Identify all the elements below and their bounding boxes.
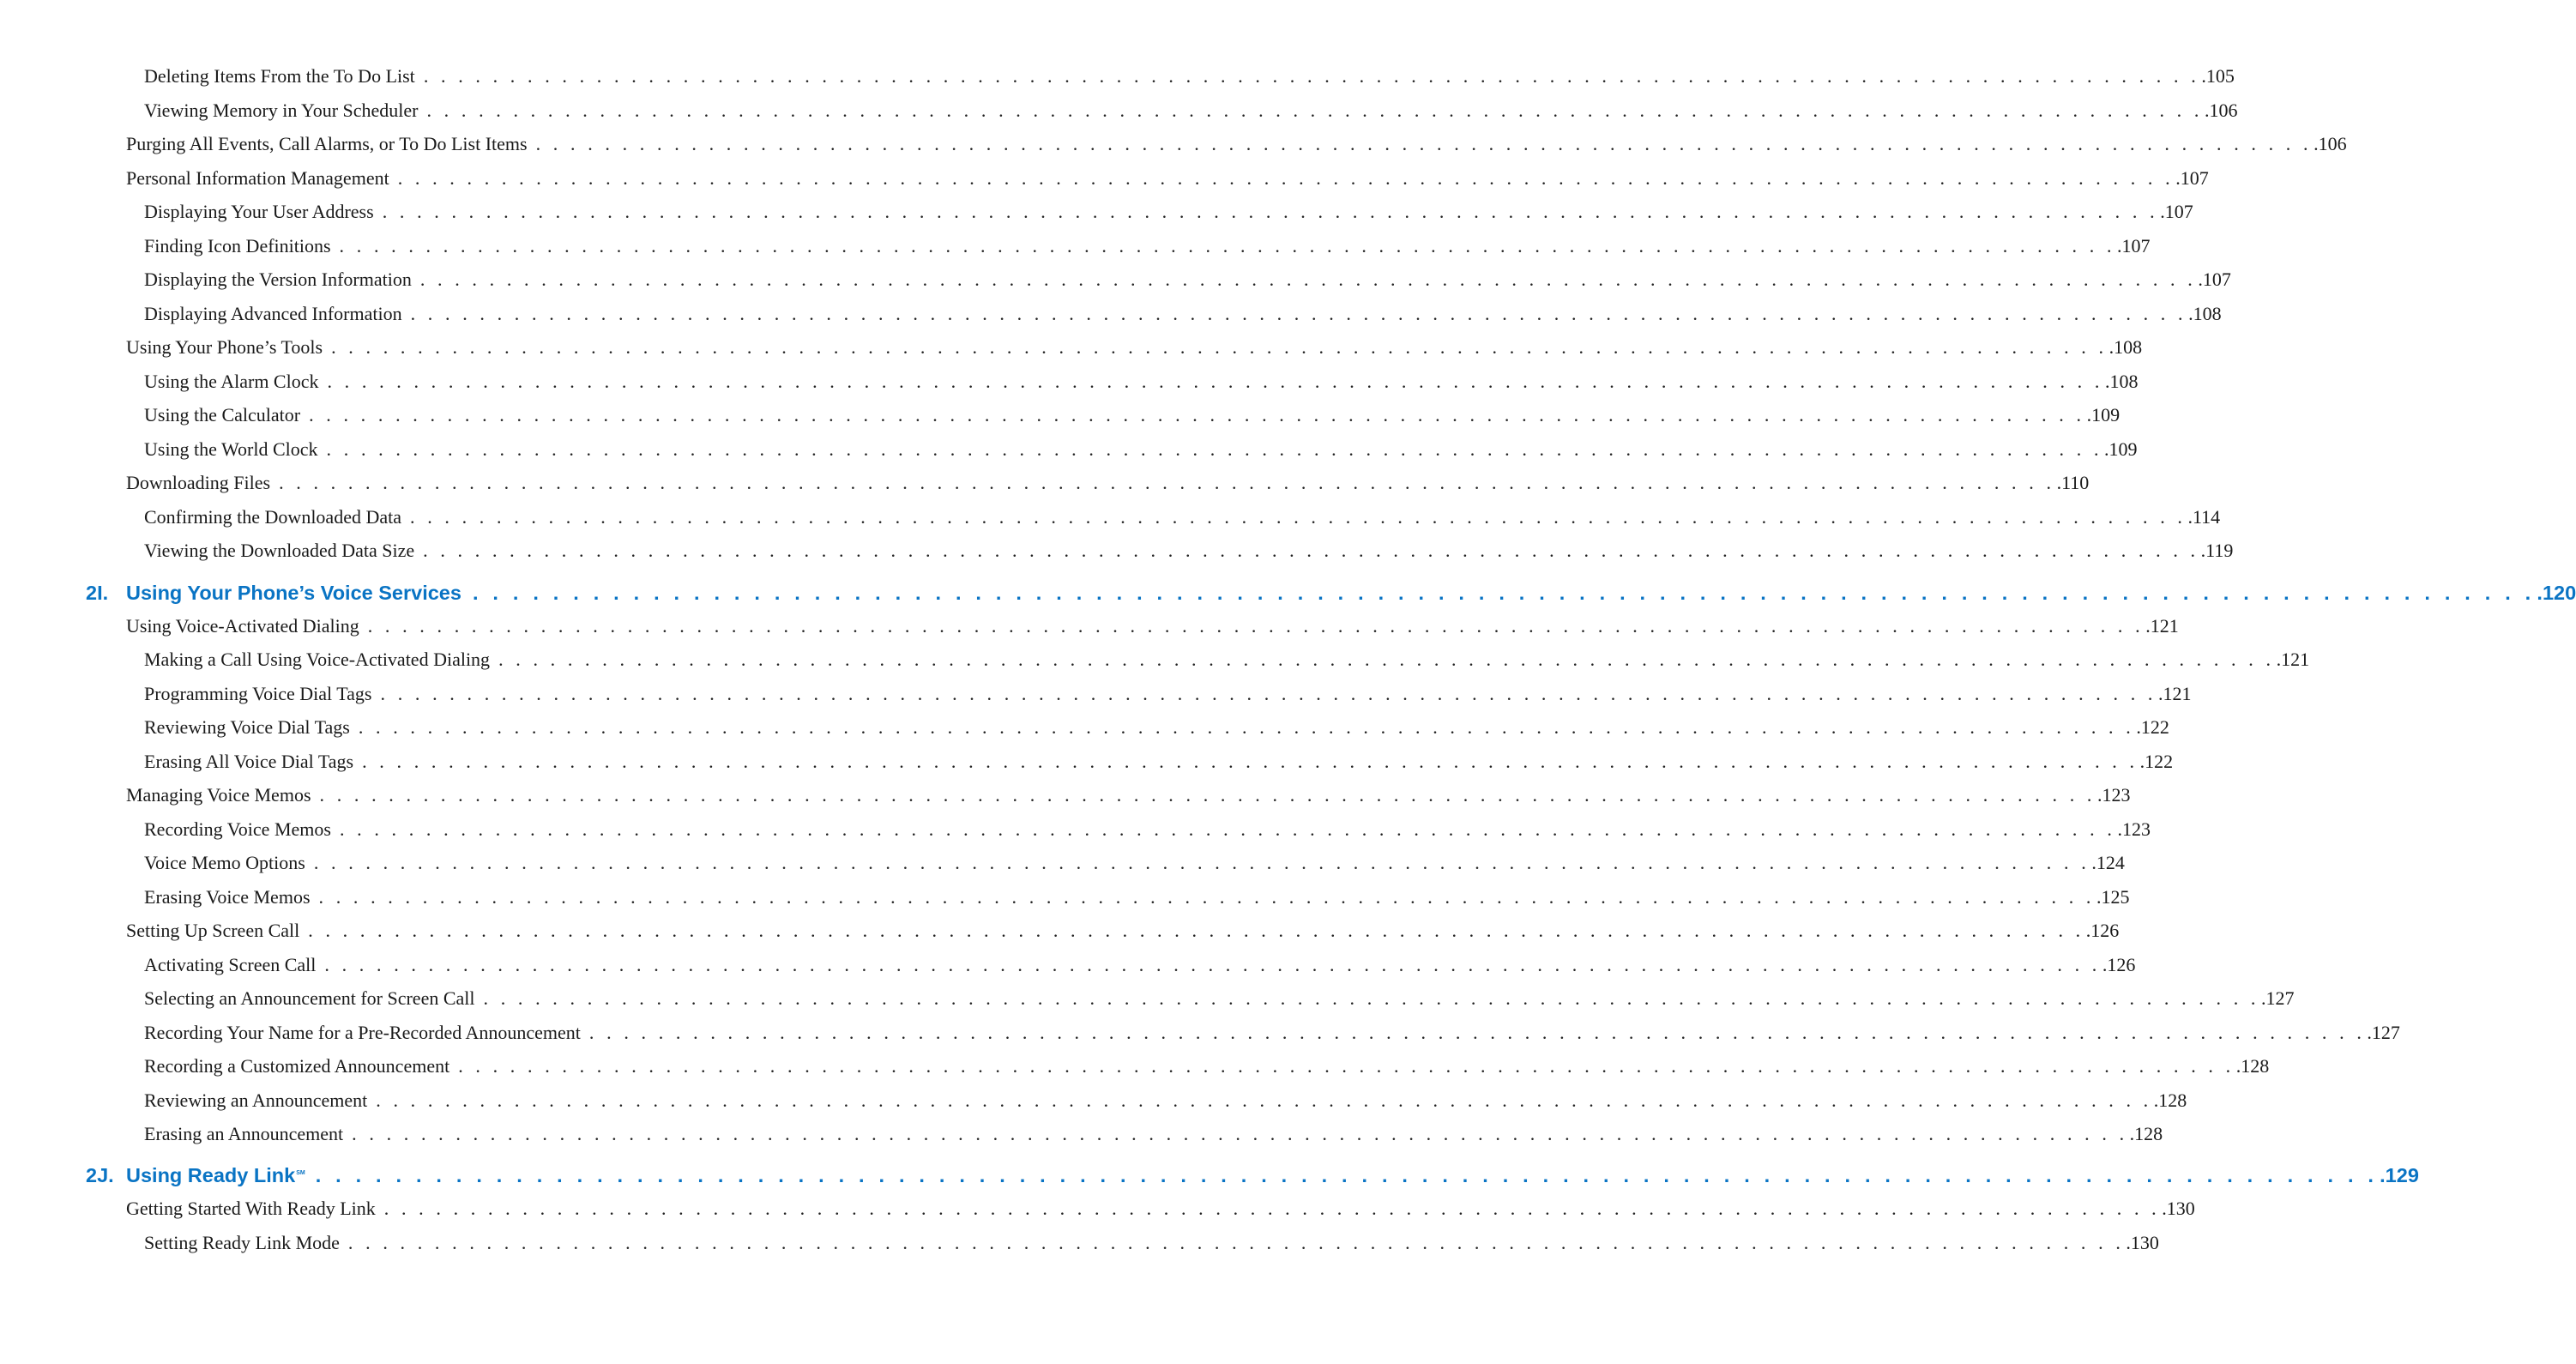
- toc-entry-title: Recording Your Name for a Pre-Recorded Announcement: [144, 1022, 581, 1043]
- toc-entry: [126, 167, 2209, 190]
- toc-entry: [144, 1055, 2270, 1077]
- toc-entry: [144, 852, 2125, 874]
- toc-entry: [144, 716, 2169, 739]
- dot-leader: . . . . . . . . . . . . . . . . . . . . . . . . . . . . . . . . . . . . . . . . . . . . . . . . . . . . . . . . . . . . . . . . . . . . . . . . . . . . . . . . . . . . . . . . . . . . . . . . . . . . . . .: [279, 472, 2055, 493]
- toc-page-number: .105: [2201, 65, 2235, 87]
- toc-entry-title: Viewing the Downloaded Data Size: [144, 540, 415, 561]
- toc-entry: [126, 1198, 2195, 1220]
- toc-page-number: .107: [2198, 269, 2231, 290]
- dot-leader: . . . . . . . . . . . . . . . . . . . . . . . . . . . . . . . . . . . . . . . . . . . . . . . . . . . . . . . . . . . . . . . . . . . . . . . . . . . . . . . . . . . . . . . . . . . . . . . . . . . . . . .: [339, 235, 2116, 257]
- toc-entry-title: Viewing Memory in Your Scheduler: [144, 100, 419, 121]
- chapter-title: Using Your Phone’s Voice Services: [126, 581, 462, 604]
- toc-entry: [126, 920, 2120, 942]
- dot-leader: . . . . . . . . . . . . . . . . . . . . . . . . . . . . . . . . . . . . . . . . . . . . . . . . . . . . . . . . . . . . . . . . . . . . . . . . . . . . . . . . . . . . . . . . . . . . . . . . . . . . . . .: [380, 683, 2157, 704]
- toc-entry-title: Displaying Advanced Information: [144, 303, 402, 324]
- toc-entry: [144, 683, 2192, 705]
- toc-entry-title: Erasing All Voice Dial Tags: [144, 751, 354, 772]
- toc-entry: [144, 987, 2295, 1010]
- toc-page-number: .121: [2276, 649, 2310, 670]
- toc-page-number: .114: [2187, 506, 2221, 528]
- dot-leader: . . . . . . . . . . . . . . . . . . . . . . . . . . . . . . . . . . . . . . . . . . . . . . . . . . . . . . . . . . . . . . . . . . . . . . . . . . . . . . . . . . . . . . . . . . . . . . . . . . . . . . .: [410, 506, 2187, 528]
- toc-page-number: .119: [2200, 540, 2234, 561]
- dot-leader: . . . . . . . . . . . . . . . . . . . . . . . . . . . . . . . . . . . . . . . . . . . . . . . . . . . . . . . . . . . . . . . . . . . . . . . . . . . . . . . . . . . . . . . . . . . . . . . . . . . . . . .: [347, 1232, 2125, 1253]
- toc-page-number: .123: [2097, 784, 2131, 806]
- dot-leader: . . . . . . . . . . . . . . . . . . . . . . . . . . . . . . . . . . . . . . . . . . . . . . . . . . . . . . . . . . . . . . . . . . . . . . . . . . . . . . . . . . . . . . . . . . . . . . . . . . . . . . .: [319, 784, 2096, 806]
- dot-leader: . . . . . . . . . . . . . . . . . . . . . . . . . . . . . . . . . . . . . . . . . . . . . . . . . . . . . . . . . . . . . . . . . . . . . . . . . . . . . . . . . . . . . . . . . . . . . . . . . . . . . . .: [423, 540, 2199, 561]
- dot-leader: . . . . . . . . . . . . . . . . . . . . . . . . . . . . . . . . . . . . . . . . . . . . . . . . . . . . . . . . . . . . . . . . . . . . . . . . . . . . . . . . . . . . . . . . . . . . . . . . . . . . . . .: [588, 1022, 2366, 1043]
- dot-leader: . . . . . . . . . . . . . . . . . . . . . . . . . . . . . . . . . . . . . . . . . . . . . . . . . . . . . . . . . . . . . . . . . . . . . . . . . . . . . . . . . . . . . . . . . . . . . . . . . . . . . . .: [362, 751, 2139, 772]
- toc-page-number: .108: [2108, 336, 2143, 358]
- toc-page-number: .130: [2126, 1232, 2159, 1253]
- dot-leader: . . . . . . . . . . . . . . . . . . . . . . . . . . . . . . . . . . . . . . . . . . . . . . . . . . . . . . . . . . . . . . . . . . . . . . . . . . . . . . . . . . . . . . . . . . . . . . . . . . . . . . .: [313, 852, 2090, 873]
- dot-leader: . . . . . . . . . . . . . . . . . . . . . . . . . . . . . . . . . . . . . . . . . . . . . . . . . . . . . . . . . . . . . . . . . . . . . . . . . . . . . . . . . . . . . . . . . . . . . . . . . . . . . . .: [383, 1198, 2161, 1219]
- chapter-page-number: .129: [2380, 1163, 2419, 1186]
- dot-leader: . . . . . . . . . . . . . . . . . . . . . . . . . . . . . . . . . . . . . . . . . . . . . . . . . . . . . . . . . . . . . . . . . . . . . . . . . . . . . . . . . . . . . . . . . . . . . . . . . . . . . . .: [423, 65, 2200, 87]
- dot-leader: . . . . . . . . . . . . . . . . . . . . . . . . . . . . . . . . . . . . . . . . . . . . . . . . . . . . . . . . . . . . . . . . . . . . . . . . . . . . . . . . . . . . . . . . . . . . . . . . . . . . . . .: [498, 649, 2275, 670]
- toc-entry-title: Confirming the Downloaded Data: [144, 506, 401, 528]
- dot-leader: . . . . . . . . . . . . . . . . . . . . . . . . . . . . . . . . . . . . . . . . . . . . . . . . . . . . . . . . . . . . . . . . . . . . . . . . . . . . . . . . . . . . . . . . . . . . . . . . . . . . . . .: [315, 1163, 2379, 1186]
- toc-entry-title: Making a Call Using Voice-Activated Dialing: [144, 649, 491, 670]
- toc-entry-title: Selecting an Announcement for Screen Call: [144, 987, 475, 1009]
- dot-leader: . . . . . . . . . . . . . . . . . . . . . . . . . . . . . . . . . . . . . . . . . . . . . . . . . . . . . . . . . . . . . . . . . . . . . . . . . . . . . . . . . . . . . . . . . . . . . . . . . . . . . . .: [483, 987, 2259, 1009]
- toc-entry-title: Managing Voice Memos: [126, 784, 311, 806]
- toc-entry-title: Getting Started With Ready Link: [126, 1198, 376, 1219]
- dot-leader: . . . . . . . . . . . . . . . . . . . . . . . . . . . . . . . . . . . . . . . . . . . . . . . . . . . . . . . . . . . . . . . . . . . . . . . . . . . . . . . . . . . . . . . . . . . . . . . . . . . . . . .: [472, 581, 2536, 604]
- toc-page-number: .128: [2129, 1123, 2163, 1144]
- toc-entry-title: Recording a Customized Announcement: [144, 1055, 450, 1077]
- chapter-title: Using Ready Link℠: [126, 1163, 305, 1186]
- dot-leader: . . . . . . . . . . . . . . . . . . . . . . . . . . . . . . . . . . . . . . . . . . . . . . . . . . . . . . . . . . . . . . . . . . . . . . . . . . . . . . . . . . . . . . . . . . . . . . . . . . . . . . .: [419, 269, 2197, 290]
- toc-entry-title: Reviewing Voice Dial Tags: [144, 716, 350, 738]
- toc-entry-title: Downloading Files: [126, 472, 271, 493]
- toc-page-number: .108: [2188, 303, 2222, 324]
- toc-page-number: .130: [2162, 1198, 2195, 1219]
- chapter-number: 2I.: [86, 581, 109, 604]
- toc-entry-title: Using Voice-Activated Dialing: [126, 615, 359, 637]
- toc-entry: [144, 818, 2151, 841]
- dot-leader: . . . . . . . . . . . . . . . . . . . . . . . . . . . . . . . . . . . . . . . . . . . . . . . . . . . . . . . . . . . . . . . . . . . . . . . . . . . . . . . . . . . . . . . . . . . . . . . . . . . . . . .: [397, 167, 2175, 189]
- toc-page-number: .106: [2314, 133, 2347, 154]
- toc-entry: [144, 269, 2231, 291]
- chapter-heading: [86, 579, 2576, 605]
- dot-leader: . . . . . . . . . . . . . . . . . . . . . . . . . . . . . . . . . . . . . . . . . . . . . . . . . . . . . . . . . . . . . . . . . . . . . . . . . . . . . . . . . . . . . . . . . . . . . . . . . . . . . . .: [535, 133, 2313, 154]
- toc-entry-title: Deleting Items From the To Do List: [144, 65, 415, 87]
- toc-entry: [144, 649, 2310, 671]
- toc-entry: [144, 404, 2121, 426]
- dot-leader: . . . . . . . . . . . . . . . . . . . . . . . . . . . . . . . . . . . . . . . . . . . . . . . . . . . . . . . . . . . . . . . . . . . . . . . . . . . . . . . . . . . . . . . . . . . . . . . . . . . . . . .: [426, 100, 2203, 121]
- toc-page-number: .110: [2056, 472, 2090, 493]
- toc-entry: [144, 506, 2221, 528]
- toc-page-number: .126: [2102, 954, 2136, 975]
- toc-entry: [144, 65, 2235, 88]
- toc-entry-title: Reviewing an Announcement: [144, 1089, 368, 1111]
- toc-entry-title: Finding Icon Definitions: [144, 235, 331, 257]
- toc-entry-title: Activating Screen Call: [144, 954, 317, 975]
- toc-page-number: .108: [2104, 371, 2139, 392]
- toc-entry-title: Recording Voice Memos: [144, 818, 331, 840]
- dot-leader: . . . . . . . . . . . . . . . . . . . . . . . . . . . . . . . . . . . . . . . . . . . . . . . . . . . . . . . . . . . . . . . . . . . . . . . . . . . . . . . . . . . . . . . . . . . . . . . . . . . . . . .: [309, 404, 2085, 425]
- toc-page-number: .109: [2086, 404, 2121, 425]
- toc-entry: [144, 751, 2174, 773]
- dot-leader: . . . . . . . . . . . . . . . . . . . . . . . . . . . . . . . . . . . . . . . . . . . . . . . . . . . . . . . . . . . . . . . . . . . . . . . . . . . . . . . . . . . . . . . . . . . . . . . . . . . . . . .: [318, 886, 2095, 908]
- service-mark: SM: [296, 1170, 305, 1176]
- toc-page-number: .106: [2204, 100, 2238, 121]
- toc-page-number: .123: [2117, 818, 2151, 840]
- dot-leader: . . . . . . . . . . . . . . . . . . . . . . . . . . . . . . . . . . . . . . . . . . . . . . . . . . . . . . . . . . . . . . . . . . . . . . . . . . . . . . . . . . . . . . . . . . . . . . . . . . . . . . .: [382, 201, 2159, 222]
- toc-page-number: .126: [2085, 920, 2120, 941]
- toc-page-number: .107: [2117, 235, 2151, 257]
- toc-entry-title: Setting Up Screen Call: [126, 920, 300, 941]
- toc-entry: [144, 371, 2139, 393]
- toc-entry-title: Using the Alarm Clock: [144, 371, 319, 392]
- toc-entry: [126, 784, 2131, 806]
- toc-entry-title: Using the Calculator: [144, 404, 301, 425]
- toc-entry-title: Using Your Phone’s Tools: [126, 336, 323, 358]
- dot-leader: . . . . . . . . . . . . . . . . . . . . . . . . . . . . . . . . . . . . . . . . . . . . . . . . . . . . . . . . . . . . . . . . . . . . . . . . . . . . . . . . . . . . . . . . . . . . . . . . . . . . . . .: [339, 818, 2116, 840]
- toc-page-number: .107: [2160, 201, 2193, 222]
- toc-entry: [144, 1123, 2163, 1145]
- toc-entry-title: Programming Voice Dial Tags: [144, 683, 372, 704]
- toc-entry: [144, 303, 2222, 325]
- dot-leader: . . . . . . . . . . . . . . . . . . . . . . . . . . . . . . . . . . . . . . . . . . . . . . . . . . . . . . . . . . . . . . . . . . . . . . . . . . . . . . . . . . . . . . . . . . . . . . . . . . . . . . .: [324, 954, 2101, 975]
- toc-entry-title: Displaying Your User Address: [144, 201, 374, 222]
- toc-page-number: .127: [2367, 1022, 2400, 1043]
- toc-entry: [144, 1089, 2187, 1112]
- toc-page-number: .121: [2145, 615, 2179, 637]
- toc-entry: [144, 954, 2136, 976]
- toc-entry-title: Voice Memo Options: [144, 852, 305, 873]
- toc-entry: [144, 235, 2151, 257]
- toc-page-number: .121: [2158, 683, 2192, 704]
- dot-leader: . . . . . . . . . . . . . . . . . . . . . . . . . . . . . . . . . . . . . . . . . . . . . . . . . . . . . . . . . . . . . . . . . . . . . . . . . . . . . . . . . . . . . . . . . . . . . . . . . . . . . . .: [358, 716, 2135, 738]
- dot-leader: . . . . . . . . . . . . . . . . . . . . . . . . . . . . . . . . . . . . . . . . . . . . . . . . . . . . . . . . . . . . . . . . . . . . . . . . . . . . . . . . . . . . . . . . . . . . . . . . . . . . . . .: [308, 920, 2084, 941]
- toc-entry-title: Using the World Clock: [144, 438, 318, 460]
- toc-entry-title: Erasing Voice Memos: [144, 886, 311, 908]
- toc-entry: [126, 133, 2347, 155]
- toc-entry: [144, 201, 2193, 223]
- toc-page-number: .122: [2139, 751, 2174, 772]
- toc-page-number: .109: [2104, 438, 2138, 460]
- toc-entry-title: Erasing an Announcement: [144, 1123, 344, 1144]
- toc-entry: [144, 1232, 2159, 1254]
- toc-page-number: .107: [2175, 167, 2209, 189]
- dot-leader: . . . . . . . . . . . . . . . . . . . . . . . . . . . . . . . . . . . . . . . . . . . . . . . . . . . . . . . . . . . . . . . . . . . . . . . . . . . . . . . . . . . . . . . . . . . . . . . . . . . . . . .: [367, 615, 2145, 637]
- toc-entry: [144, 540, 2234, 562]
- dot-leader: . . . . . . . . . . . . . . . . . . . . . . . . . . . . . . . . . . . . . . . . . . . . . . . . . . . . . . . . . . . . . . . . . . . . . . . . . . . . . . . . . . . . . . . . . . . . . . . . . . . . . . .: [458, 1055, 2235, 1077]
- toc-entry: [126, 615, 2179, 637]
- chapter-number: 2J.: [86, 1163, 114, 1186]
- toc-entry: [126, 336, 2143, 359]
- chapter-page-number: .120: [2537, 581, 2576, 604]
- toc-page-number: .128: [2153, 1089, 2187, 1111]
- dot-leader: . . . . . . . . . . . . . . . . . . . . . . . . . . . . . . . . . . . . . . . . . . . . . . . . . . . . . . . . . . . . . . . . . . . . . . . . . . . . . . . . . . . . . . . . . . . . . . . . . . . . . . .: [326, 438, 2103, 460]
- toc-entry-title: Purging All Events, Call Alarms, or To Do List Items: [126, 133, 528, 154]
- toc-entry-title: Setting Ready Link Mode: [144, 1232, 340, 1253]
- toc-page-number: .125: [2096, 886, 2130, 908]
- toc-page-number: .128: [2235, 1055, 2270, 1077]
- toc-page-number: .124: [2091, 852, 2125, 873]
- toc-page-number: .127: [2261, 987, 2295, 1009]
- toc-entry-title: Displaying the Version Information: [144, 269, 412, 290]
- toc-entry: [126, 472, 2090, 494]
- toc-entry: [144, 438, 2138, 461]
- toc-entry-title: Personal Information Management: [126, 167, 389, 189]
- toc-entry: [144, 1022, 2400, 1044]
- dot-leader: . . . . . . . . . . . . . . . . . . . . . . . . . . . . . . . . . . . . . . . . . . . . . . . . . . . . . . . . . . . . . . . . . . . . . . . . . . . . . . . . . . . . . . . . . . . . . . . . . . . . . . .: [376, 1089, 2152, 1111]
- toc-entry: [144, 886, 2130, 908]
- toc-entry: [144, 100, 2238, 122]
- toc-page-number: .122: [2136, 716, 2169, 738]
- dot-leader: . . . . . . . . . . . . . . . . . . . . . . . . . . . . . . . . . . . . . . . . . . . . . . . . . . . . . . . . . . . . . . . . . . . . . . . . . . . . . . . . . . . . . . . . . . . . . . . . . . . . . . .: [327, 371, 2103, 392]
- chapter-heading: [86, 1162, 2419, 1187]
- dot-leader: . . . . . . . . . . . . . . . . . . . . . . . . . . . . . . . . . . . . . . . . . . . . . . . . . . . . . . . . . . . . . . . . . . . . . . . . . . . . . . . . . . . . . . . . . . . . . . . . . . . . . . .: [410, 303, 2187, 324]
- dot-leader: . . . . . . . . . . . . . . . . . . . . . . . . . . . . . . . . . . . . . . . . . . . . . . . . . . . . . . . . . . . . . . . . . . . . . . . . . . . . . . . . . . . . . . . . . . . . . . . . . . . . . . .: [331, 336, 2108, 358]
- dot-leader: . . . . . . . . . . . . . . . . . . . . . . . . . . . . . . . . . . . . . . . . . . . . . . . . . . . . . . . . . . . . . . . . . . . . . . . . . . . . . . . . . . . . . . . . . . . . . . . . . . . . . . .: [352, 1123, 2128, 1144]
